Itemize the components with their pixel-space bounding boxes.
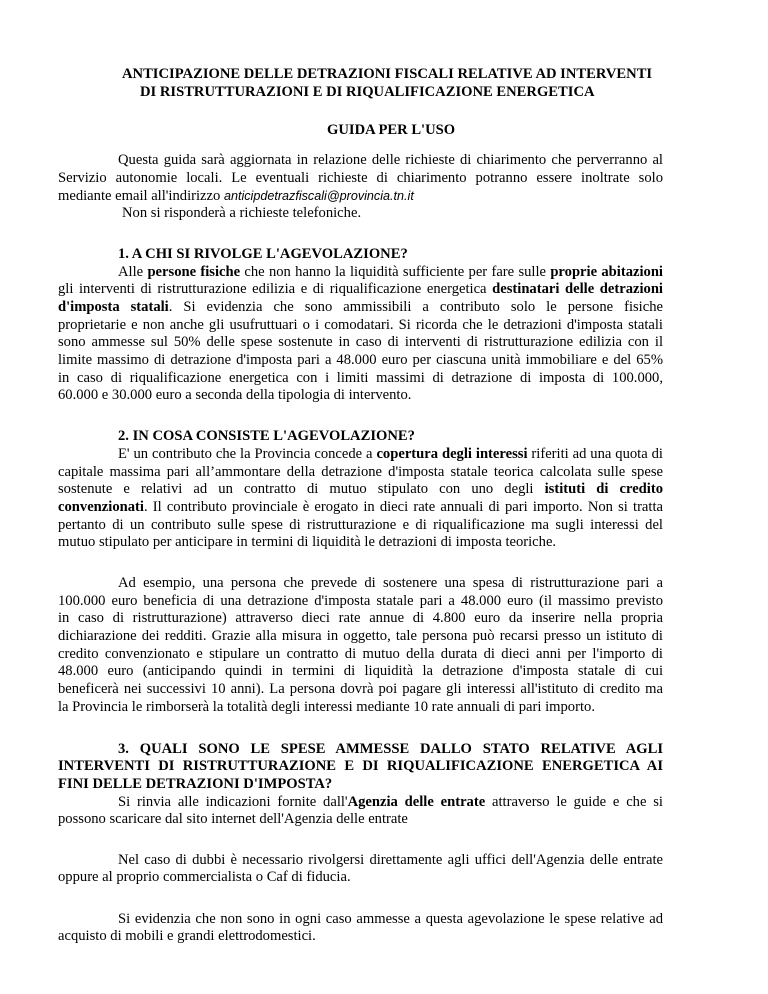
section-2-line: E' un contributo che la Provincia concede a copertura degli interessi riferiti ad una quota di (118, 446, 663, 462)
section-1-line: proprietarie e non anche gli usufruttuari o i comodatari. Si ricorda che le detrazioni d'imposta statali (58, 317, 663, 333)
section-1-line: limite massimo di detrazione d'imposta pari a 48.000 euro per ciascuna unità immobiliare e del 65% (58, 352, 663, 368)
section-3-line: possono scaricare dal sito internet dell'Agenzia delle entrate (58, 811, 408, 827)
email-address: anticipdetrazfiscali@provincia.tn.it (223, 189, 414, 203)
section-3-heading: FINI DELLE DETRAZIONI D'IMPOSTA? (58, 776, 333, 792)
section-1-line: 60.000 e 30.000 euro a seconda della tipologia di intervento. (58, 387, 412, 403)
doc-title-line1: ANTICIPAZIONE DELLE DETRAZIONI FISCALI RELATIVE AD INTERVENTI (122, 66, 653, 82)
section-2-line: pertanto di un contributo sulle spese di ristrutturazione e di riqualificazione ma sugli interessi del (58, 517, 663, 533)
section-1-line: d'imposta statali. Si evidenzia che sono ammissibili a contributo solo le persone fisiche (58, 299, 663, 315)
section-3-line: oppure al proprio commercialista o Caf di fiducia. (58, 869, 351, 885)
intro-line: mediante email all'indirizzo anticipdetrazfiscali@provincia.tn.it (58, 188, 414, 204)
section-3-line: Si rinvia alle indicazioni fornite dall'Agenzia delle entrate attraverso le guide e che si (118, 794, 663, 810)
intro-line: Servizio autonomie locali. Le eventuali richieste di chiarimento potranno essere inoltrate solo (58, 170, 663, 186)
section-3-heading: 3. QUALI SONO LE SPESE AMMESSE DALLO STATO RELATIVE AGLI (118, 741, 663, 757)
section-1-line: Alle persone fisiche che non hanno la liquidità sufficiente per fare sulle proprie abitazioni (118, 264, 663, 280)
section-2-line: sostenute e relativi ad un contratto di mutuo stipulato con uno degli istituti di credito (58, 481, 663, 497)
section-2-example-line: in caso di ristrutturazione) attraverso dieci rate annue di 4.800 euro da inserire nella propria (58, 610, 663, 626)
section-2-example-line: dichiarazione dei redditi. Grazie alla misura in oggetto, tale persona può recarsi presso un istituto di (58, 628, 663, 644)
section-2-example-line: beneficerà nei successivi 10 anni). La persona dovrà poi pagare gli interessi all'istituto di credito ma (58, 681, 663, 697)
section-1-line: in caso di riqualificazione energetica con i limiti massimi di detrazione di imposta di 100.000, (58, 370, 663, 386)
section-2-example-line: 48.000 euro (anticipando quindi in termini di liquidità la detrazione d'imposta statale di cui (58, 663, 663, 679)
section-3-line: Nel caso di dubbi è necessario rivolgersi direttamente agli uffici dell'Agenzia delle entrate (118, 852, 663, 868)
section-2-line: convenzionati. Il contributo provinciale è erogato in dieci rate annuali di pari importo. Non si tratta (58, 499, 663, 515)
doc-subtitle: GUIDA PER L'USO (327, 122, 456, 138)
section-1-heading: 1. A CHI SI RIVOLGE L'AGEVOLAZIONE? (118, 246, 408, 262)
section-2-example-line: la Provincia le rimborserà la totalità degli interessi mediante 10 rate annuali di pari importo. (58, 699, 595, 715)
section-3-heading: INTERVENTI DI RISTRUTTURAZIONE E DI RIQUALIFICAZIONE ENERGETICA AI (58, 758, 663, 774)
section-2-line: capitale massima pari all’ammontare della detrazione d'imposta statale teorica calcolata sulle spese (58, 464, 663, 480)
section-2-heading: 2. IN COSA CONSISTE L'AGEVOLAZIONE? (118, 428, 415, 444)
section-2-line: mutuo stipulato per anticipare in termini di liquidità le detrazioni di imposta teoriche. (58, 534, 557, 550)
section-2-example-line: credito convenzionato e stipulare un contratto di mutuo della durata di dieci anni per l'importo di (58, 646, 663, 662)
section-2-example-line: 100.000 euro beneficia di una detrazione d'imposta statale pari a 48.000 euro (il massimo previsto (58, 593, 663, 609)
section-1-line: gli interventi di ristrutturazione edilizia e di riqualificazione energetica destinatari delle detrazioni (58, 281, 663, 297)
section-1-line: sono ammesse sul 50% delle spese sostenute in caso di interventi di ristrutturazione edilizia con il (58, 334, 663, 350)
section-3-line: Si evidenzia che non sono in ogni caso ammesse a questa agevolazione le spese relative ad (118, 911, 663, 927)
doc-title-line2: DI RISTRUTTURAZIONI E DI RIQUALIFICAZIONE ENERGETICA (140, 84, 595, 100)
intro-line: Questa guida sarà aggiornata in relazione delle richieste di chiarimento che perverranno al (118, 152, 663, 168)
section-3-line: acquisto di mobili e grandi elettrodomestici. (58, 928, 316, 944)
intro-note: Non si risponderà a richieste telefoniche. (122, 205, 362, 221)
section-2-example-line: Ad esempio, una persona che prevede di sostenere una spesa di ristrutturazione pari a (118, 575, 663, 591)
